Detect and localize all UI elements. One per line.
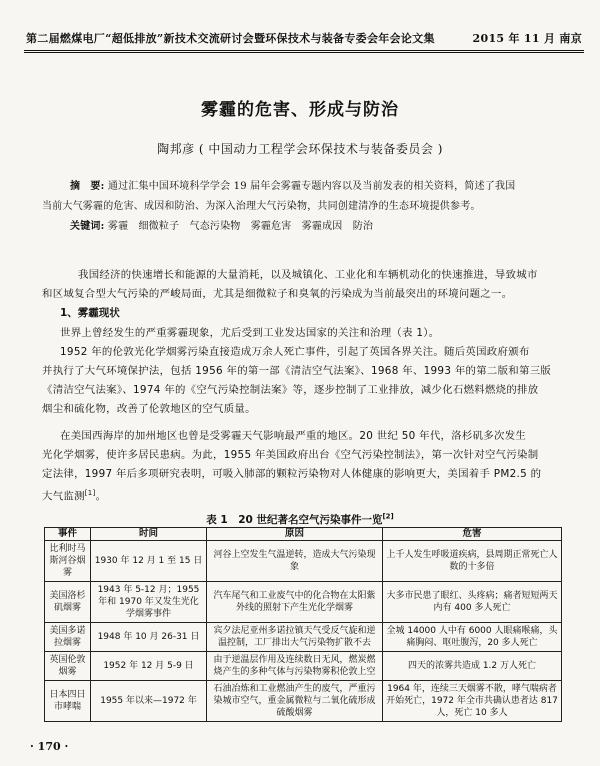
header-time: 时间 (91, 528, 207, 541)
citation-ref: [1] (84, 489, 96, 497)
header-cause: 原因 (207, 528, 383, 541)
header-rule (24, 50, 584, 51)
intro-line-1: 我国经济的快速增长和能源的大量消耗，以及城镇化、工业化和车辆机动化的快速推进，导致城市 (78, 269, 538, 281)
header-date: 2015 年 11 月 南京 (472, 32, 582, 45)
harm-cell: 上千人发生呼吸道疾病，县周期正常死亡人数的十多倍 (383, 541, 562, 582)
event-cell: 美国洛杉矶烟雾 (45, 582, 91, 623)
table-row (45, 541, 562, 582)
harm-cell: 大多市民患了眼红、头疼病；痛者短短两天内有 400 多人死亡 (383, 582, 562, 623)
table-header-row (45, 528, 562, 541)
paragraph-1 (42, 324, 570, 343)
event-cell: 比利时马斯河谷烟雾 (45, 541, 91, 582)
p2-line-3: 《清洁空气法案》、1974 年的《空气污染控制法案》等，逐步控制了工业排放，减少化石燃料燃烧的排放 (42, 384, 539, 396)
p3-line-3: 定法律，1997 年后多项研究表明，可吸入肺部的颗粒污染物对人体健康的影响更大，美国着手 PM2.5 的 (42, 468, 542, 480)
table-caption (0, 512, 600, 527)
abstract-line-2: 当前大气雾霾的危害、成因和防治、为深入治理大气污染物，共同创建清净的生态环境提供参考。 (42, 201, 481, 212)
keywords-label: 关键词: (70, 221, 105, 232)
header-event: 事件 (45, 528, 91, 541)
time-cell: 1930 年 12 月 1 至 15 日 (91, 541, 207, 582)
table-caption-text: 表 1 20 世纪著名空气污染事件一览 (206, 514, 383, 526)
p2-line-1: 1952 年的伦敦光化学烟雾污染直接造成万余人死亡事件，引起了英国各界关注。随后英国政府颁布 (60, 346, 530, 358)
p2-line-4: 烟尘和硫化物，改善了伦敦地区的空气质量。 (42, 403, 256, 415)
keywords-text: 雾霾 细微粒子 气态污染物 雾霾危害 雾霾成因 防治 (107, 221, 374, 232)
author-line: 陶邦彦 ( 中国动力工程学会环保技术与装备委员会 ) (157, 142, 443, 156)
table-caption-ref: [2] (382, 512, 394, 521)
p3-line-1: 在美国西海岸的加州地区也曾是受雾霾天气影响最严重的地区。20 世纪 50 年代，洛杉矶多次发生 (60, 430, 527, 442)
time-cell: 1952 年 12 月 5-9 日 (91, 652, 207, 681)
event-cell: 日本四日市哮喘 (45, 681, 91, 722)
header-harm: 危害 (383, 528, 562, 541)
running-header (26, 30, 582, 46)
cause-cell: 由于逆温层作用及连续数日无风，燃炭燃烧产生的多种气体与污染物雾积伦敦上空 (207, 652, 383, 681)
p3-line-2: 光化学烟雾，使许多居民患病。为此，1955 年美国政府出台《空气污染控制法》，第一次针对空气污染制 (42, 449, 539, 461)
harm-cell: 1964 年，连续三天烟雾不散，哮气喘病者开始死亡，1972 年全市共确认患者达 817 人，死亡 10 多人 (383, 681, 562, 722)
pollution-events-table (44, 527, 562, 722)
paragraph-2 (42, 343, 570, 419)
cause-cell: 宾夕法尼亚州多诺拉镇天气受反气旋和逆温控制，工厂排出大气污染物扩散不去 (207, 623, 383, 652)
time-cell: 1955 年以来—1972 年 (91, 681, 207, 722)
abstract-label: 摘 要: (70, 181, 105, 192)
cause-cell: 河谷上空发生气温逆转，造成大气污染现象 (207, 541, 383, 582)
table-row (45, 681, 562, 722)
event-cell: 美国多诺拉烟雾 (45, 623, 91, 652)
abstract-line-1: 通过汇集中国环境科学学会 19 届年会雾霾专题内容以及当前发表的相关资料，简述了我国 (107, 181, 516, 192)
conference-name: 第二届燃煤电厂“超低排放”新技术交流研讨会暨环保技术与装备专委会年会论文集 (26, 32, 435, 45)
intro-paragraph (42, 266, 570, 304)
time-cell: 1948 年 10 月 26-31 日 (91, 623, 207, 652)
p1-text: 世界上曾经发生的严重雾霾现象，尤后受到工业发达国家的关注和治理（表 1）。 (60, 327, 440, 339)
page-number: · 170 · (30, 740, 69, 753)
harm-cell: 全城 14000 人中有 6000 人眼痛喉痛，头痛胸闷、呕吐腹泻，20 多人死亡 (383, 623, 562, 652)
cause-cell: 石油冶炼和工业燃油产生的废气，严重污染城市空气，重金属微粒与二氧化硫形成硫酸烟雾 (207, 681, 383, 722)
harm-cell: 四天的浓雾共造成 1.2 万人死亡 (383, 652, 562, 681)
cause-cell: 汽车尾气和工业废气中的化合物在太阳紫外线的照射下产生光化学烟雾 (207, 582, 383, 623)
table-row (45, 652, 562, 681)
header-rule-thin (24, 52, 584, 53)
p3-line-4: 大气监测 (42, 490, 85, 503)
paper-title: 雾霾的危害、形成与防治 (201, 100, 399, 120)
table-row (45, 623, 562, 652)
paragraph-3 (42, 427, 570, 506)
abstract (42, 177, 570, 237)
p2-line-2: 并执行了大气环境保护法，包括 1956 年的第一部《清洁空气法案》、1968 年、1993 年的第二版和第三版 (42, 365, 552, 377)
intro-line-2: 和区域复合型大气污染的严峻局面，尤其是细微粒子和臭氧的污染成为当前最突出的环境问题之一。 (42, 288, 513, 300)
p3-end: 。 (95, 490, 107, 503)
table-row (45, 582, 562, 623)
section-heading: 1、雾霾现状 (60, 307, 120, 319)
time-cell: 1943 年 5-12 月；1955 年和 1970 年又发生光化学烟雾事件 (91, 582, 207, 623)
event-cell: 英国伦敦烟雾 (45, 652, 91, 681)
